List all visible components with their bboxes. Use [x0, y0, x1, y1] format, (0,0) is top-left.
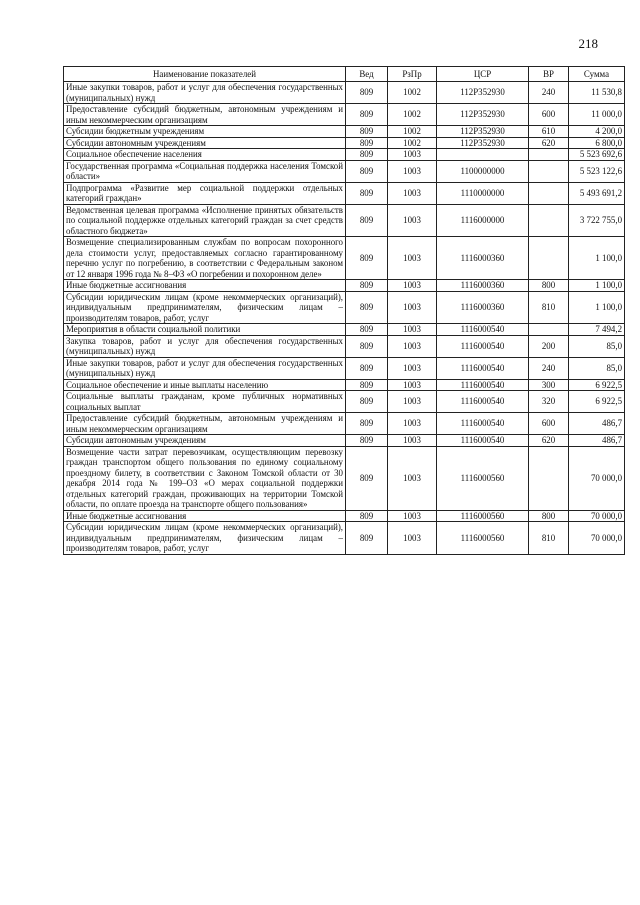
row-sum: 70 000,0: [569, 522, 625, 555]
row-ved: 809: [346, 182, 388, 204]
row-csr: 112P352930: [437, 137, 529, 149]
row-sum: 5 523 122,6: [569, 160, 625, 182]
table-row: [64, 413, 625, 435]
row-rzpr: 1003: [388, 324, 437, 336]
row-sum: 3 722 755,0: [569, 204, 625, 237]
row-csr: 1116000540: [437, 357, 529, 379]
row-csr: 1116000560: [437, 522, 529, 555]
row-vr: 300: [529, 379, 569, 391]
row-csr: 1116000540: [437, 335, 529, 357]
row-name: Иные закупки товаров, работ и услуг для обеспечения государственных (муниципальных) нужд: [64, 357, 346, 379]
table-row: [64, 82, 625, 104]
row-vr: 600: [529, 104, 569, 126]
row-vr: 610: [529, 126, 569, 138]
row-rzpr: 1003: [388, 413, 437, 435]
table-row: [64, 280, 625, 292]
header-rzpr: РзПр: [388, 67, 437, 82]
row-csr: [437, 149, 529, 161]
row-sum: 11 000,0: [569, 104, 625, 126]
row-name: Возмещение специализированным службам по вопросам похоронного дела стоимости услуг, предоставляемых согласно гарантированному перечню услуг по погребению, в соответствии с Федеральным законом от 12 января 1996 года № 8–ФЗ «О погребении и похоронном деле»: [64, 237, 346, 280]
row-name: Социальные выплаты гражданам, кроме публичных нормативных социальных выплат: [64, 391, 346, 413]
table-row: [64, 160, 625, 182]
row-sum: 6 800,0: [569, 137, 625, 149]
row-name: Иные бюджетные ассигнования: [64, 510, 346, 522]
table-header-row: [64, 67, 625, 82]
row-csr: 1116000360: [437, 237, 529, 280]
row-vr: 200: [529, 335, 569, 357]
row-rzpr: 1003: [388, 149, 437, 161]
row-csr: 1116000360: [437, 280, 529, 292]
row-ved: 809: [346, 357, 388, 379]
row-ved: 809: [346, 126, 388, 138]
row-csr: 1110000000: [437, 182, 529, 204]
row-rzpr: 1002: [388, 82, 437, 104]
row-rzpr: 1003: [388, 204, 437, 237]
row-vr: 800: [529, 280, 569, 292]
row-name: Социальное обеспечение и иные выплаты населению: [64, 379, 346, 391]
row-csr: 1116000360: [437, 291, 529, 324]
table-row: [64, 522, 625, 555]
row-vr: [529, 237, 569, 280]
row-name: Предоставление субсидий бюджетным, автономным учреждениям и иным некоммерческим организациям: [64, 104, 346, 126]
row-ved: 809: [346, 291, 388, 324]
row-vr: [529, 160, 569, 182]
row-vr: 620: [529, 435, 569, 447]
row-sum: 5 523 692,6: [569, 149, 625, 161]
row-vr: [529, 324, 569, 336]
row-rzpr: 1002: [388, 104, 437, 126]
row-name: Предоставление субсидий бюджетным, автономным учреждениям и иным некоммерческим организациям: [64, 413, 346, 435]
row-sum: 70 000,0: [569, 446, 625, 510]
row-rzpr: 1003: [388, 391, 437, 413]
row-sum: 1 100,0: [569, 291, 625, 324]
row-ved: 809: [346, 446, 388, 510]
row-sum: 11 530,8: [569, 82, 625, 104]
table-row: [64, 104, 625, 126]
row-sum: 486,7: [569, 435, 625, 447]
row-csr: 1116000540: [437, 379, 529, 391]
row-name: Иные бюджетные ассигнования: [64, 280, 346, 292]
header-vr: ВР: [529, 67, 569, 82]
row-ved: 809: [346, 104, 388, 126]
row-vr: 800: [529, 510, 569, 522]
row-csr: 112P352930: [437, 104, 529, 126]
table-row: [64, 510, 625, 522]
row-csr: 1116000540: [437, 324, 529, 336]
row-name: Субсидии бюджетным учреждениям: [64, 126, 346, 138]
row-csr: 1116000540: [437, 413, 529, 435]
header-ved: Вед: [346, 67, 388, 82]
row-ved: 809: [346, 413, 388, 435]
row-name: Возмещение части затрат перевозчикам, осуществляющим перевозку граждан транспортом общего пользования по единому социальному проездному билету, в соответствии с Законом Томской области от 30 декабря 2014 года № 199–ОЗ «О мерах социальной поддержки отдельных категорий граждан, проживающих на территории Томской области, по оплате проезда на транспорте общего пользования»: [64, 446, 346, 510]
row-name: Субсидии юридическим лицам (кроме некоммерческих организаций), индивидуальным предпринимателям, физическим лицам – производителям товаров, работ, услуг: [64, 522, 346, 555]
row-vr: 600: [529, 413, 569, 435]
table-row: [64, 149, 625, 161]
row-vr: 620: [529, 137, 569, 149]
row-sum: 7 494,2: [569, 324, 625, 336]
row-csr: 1116000560: [437, 446, 529, 510]
row-vr: [529, 446, 569, 510]
row-ved: 809: [346, 137, 388, 149]
row-rzpr: 1003: [388, 237, 437, 280]
row-rzpr: 1003: [388, 435, 437, 447]
row-name: Иные закупки товаров, работ и услуг для обеспечения государственных (муниципальных) нужд: [64, 82, 346, 104]
row-rzpr: 1003: [388, 280, 437, 292]
row-sum: 486,7: [569, 413, 625, 435]
row-ved: 809: [346, 324, 388, 336]
header-csr: ЦСР: [437, 67, 529, 82]
row-rzpr: 1002: [388, 137, 437, 149]
table-row: [64, 379, 625, 391]
row-sum: 6 922,5: [569, 379, 625, 391]
row-ved: 809: [346, 160, 388, 182]
row-vr: [529, 204, 569, 237]
row-ved: 809: [346, 379, 388, 391]
row-name: Подпрограмма «Развитие мер социальной поддержки отдельных категорий граждан»: [64, 182, 346, 204]
row-name: Закупка товаров, работ и услуг для обеспечения государственных (муниципальных) нужд: [64, 335, 346, 357]
row-ved: 809: [346, 82, 388, 104]
row-name: Субсидии автономным учреждениям: [64, 137, 346, 149]
budget-table: [63, 66, 625, 555]
row-ved: 809: [346, 510, 388, 522]
row-name: Социальное обеспечение населения: [64, 149, 346, 161]
table-row: [64, 446, 625, 510]
row-name: Субсидии юридическим лицам (кроме некоммерческих организаций), индивидуальным предпринимателям, физическим лицам – производителям товаров, работ, услуг: [64, 291, 346, 324]
row-ved: 809: [346, 335, 388, 357]
row-vr: 810: [529, 522, 569, 555]
row-rzpr: 1003: [388, 446, 437, 510]
row-vr: 240: [529, 82, 569, 104]
page-number: 218: [578, 36, 598, 51]
table-row: [64, 291, 625, 324]
table-row: [64, 335, 625, 357]
row-ved: 809: [346, 237, 388, 280]
row-vr: [529, 149, 569, 161]
row-csr: 112P352930: [437, 126, 529, 138]
row-csr: 1116000540: [437, 391, 529, 413]
row-rzpr: 1003: [388, 357, 437, 379]
row-ved: 809: [346, 280, 388, 292]
row-sum: 6 922,5: [569, 391, 625, 413]
row-csr: 1116000000: [437, 204, 529, 237]
header-name: Наименование показателей: [64, 67, 346, 82]
row-ved: 809: [346, 391, 388, 413]
row-vr: [529, 182, 569, 204]
row-sum: 4 200,0: [569, 126, 625, 138]
row-sum: 5 493 691,2: [569, 182, 625, 204]
table-row: [64, 357, 625, 379]
row-rzpr: 1003: [388, 379, 437, 391]
row-csr: 1100000000: [437, 160, 529, 182]
row-sum: 85,0: [569, 357, 625, 379]
row-csr: 1116000560: [437, 510, 529, 522]
row-sum: 85,0: [569, 335, 625, 357]
row-rzpr: 1003: [388, 510, 437, 522]
table-row: [64, 204, 625, 237]
row-sum: 1 100,0: [569, 280, 625, 292]
row-rzpr: 1003: [388, 522, 437, 555]
table-row: [64, 126, 625, 138]
row-name: Мероприятия в области социальной политики: [64, 324, 346, 336]
row-ved: 809: [346, 204, 388, 237]
row-rzpr: 1003: [388, 291, 437, 324]
table-row: [64, 237, 625, 280]
row-ved: 809: [346, 522, 388, 555]
row-sum: 70 000,0: [569, 510, 625, 522]
row-ved: 809: [346, 149, 388, 161]
header-sum: Сумма: [569, 67, 625, 82]
row-vr: 320: [529, 391, 569, 413]
row-csr: 1116000540: [437, 435, 529, 447]
table-row: [64, 137, 625, 149]
row-sum: 1 100,0: [569, 237, 625, 280]
row-rzpr: 1003: [388, 182, 437, 204]
row-name: Государственная программа «Социальная поддержка населения Томской области»: [64, 160, 346, 182]
row-rzpr: 1003: [388, 335, 437, 357]
row-vr: 810: [529, 291, 569, 324]
row-name: Ведомственная целевая программа «Исполнение принятых обязательств по социальной поддержке отдельных категорий граждан за счет средств областного бюджета»: [64, 204, 346, 237]
table-row: [64, 324, 625, 336]
row-ved: 809: [346, 435, 388, 447]
row-rzpr: 1003: [388, 160, 437, 182]
row-csr: 112P352930: [437, 82, 529, 104]
row-name: Субсидии автономным учреждениям: [64, 435, 346, 447]
table-row: [64, 391, 625, 413]
row-vr: 240: [529, 357, 569, 379]
table-row: [64, 435, 625, 447]
row-rzpr: 1002: [388, 126, 437, 138]
table-row: [64, 182, 625, 204]
